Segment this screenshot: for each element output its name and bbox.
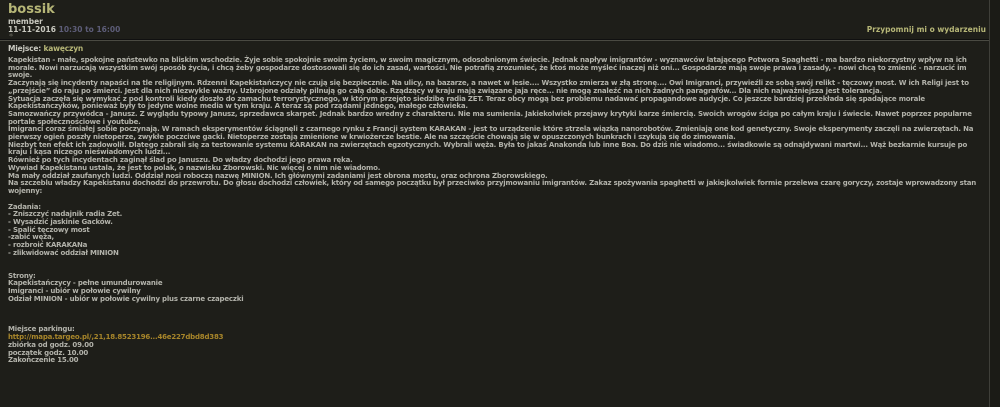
post-marker: * [9,32,14,41]
parking-section [8,326,986,365]
location-line [8,44,986,53]
story-paragraph-3: Sytuacja zaczęła się wymykać z pod kontroli kiedy doszło do zamachu terrorystycznego, w którym przejęto siedzibę radia ZET. Teraz obcy mogą bez problemu nadawać propagandowe audycje. Co jeszcze bardziej przekłada się spadające morale Kapekistańczyków, ponieważ były to jedyne wolne media w tym kraju. A teraz są pod rządami jednego, małego człowieka. [8,94,925,111]
story-paragraphs [8,57,986,196]
task-item-3: - Spalić tęczowy most [8,225,90,234]
sides-heading: Strony: [8,271,36,280]
story-paragraph-6: Niezbyt ten efekt ich zadowolił. Dlatego zabrali się za testowanie systemu KARAKAN na zwierzętach egzotycznych. Wybrali węża. Była to jakaś Anakonda lub inne Boa. Do dziś nie wiadomo... świadkowie są odnajdywani martwi... Wąż bezkarnie kursuje po kraju i kąsa niczego nieświadomych ludzi... [8,140,968,157]
task-item-5: - rozbroić KARAKANa [8,241,88,250]
story-paragraph-8: Wywiad Kapekistanu ustala, że jest to polak, o nazwisku Zborowski. Nic więcej o nim nie wiadomo. [8,163,381,172]
story-paragraph-2: Zaczynają się incydenty napaści na tle religijnym. Rdzenni Kapekistańczycy nie czują się bezpiecznie. Na ulicy, na bazarze, a nawet w lesie.... Wszystko zmierza w złą stronę.... Owi Imigranci, przywieźli ze sobą swój relikt - tęczowy most. W ich Religi jest to „przejście” do raju po śmierci. Jest dla nich niezwykle ważny. Uzbrojone odziały pilnują go całą dobę. Rządzący w kraju mają związane jaja ręce... nie mogą znaleźć na nich żadnych paragrafów... Dla nich najważniejsza jest tolerancja. [8,79,969,95]
header-divider [0,39,990,41]
schedule-end: Zakończenie 15.00 [8,356,79,365]
story-paragraph-10: Na szczeblu władzy Kapekistanu dochodzi do przewrotu. Do głosu dochodzi człowiek, który od samego początku był przeciwko przyjmowaniu imigrantów. Zakaz spożywania spaghetti w jakiejkolwiek formie przelewa czarę goryczy, zostaje wprowadzony stan wojenny: [8,179,977,195]
sides-section [8,273,986,304]
tasks-section [8,204,986,258]
task-item-4: -zabić węża, [8,233,54,242]
story-paragraph-5: Imigranci coraz śmiałej sobie poczynają. W ramach eksperymentów ściągnęli z czarnego rynku z Francji system KARAKAN - jest to urządzenie które strzela wiązką nanorobotów. Zmieniają one kod genetyczny. Swoje eksperymenty zaczęli na zwierzętach. Na pierwszy ogień poszły nietoperze, zwykłe poczciwe gacki. Nietoperze zostają zmienione w krwiożercze bestie. Ale na szczęście chowają się w opuszczonych bunkrach i szykują się do zimowania. [8,125,974,142]
location-label: Miejsce: [8,44,42,53]
schedule-gathering: zbiórka od godz. 09.00 [8,340,94,349]
tasks-heading: Zadania: [8,202,41,211]
task-item-6: - zlikwidować oddział MINION [8,248,119,257]
task-item-1: - Zniszczyć nadajnik radia Zet. [8,210,123,219]
side-item-3: Odział MINION - ubiór w połowie cywilny plus czarne czapeczki [8,294,244,303]
task-item-2: - Wysadzić jaskinie Gacków. [8,218,113,227]
story-paragraph-7: Również po tych incydentach zaginął ślad po Januszu. Do władzy dochodzi jego prawa ręka. [8,156,353,165]
side-item-2: Imigranci - ubiór w połowie cywilny [8,286,141,295]
parking-map-link[interactable]: http://mapa.targeo.pl/,21,18.8523196...46e227dbd8d383 [8,333,224,342]
parking-heading: Miejsce parkingu: [8,325,75,334]
story-paragraph-4: Samozwańczy przywódca - Janusz. Z wyglądu typowy Janusz, sprzedawca skarpet. Jednak bardzo wredny z charakteru. Nie ma sumienia. Jakiekolwiek przejawy krytyki karze śmiercią. Swoich wrogów ściga po całym kraju i świecie. Nawet poprzez popularne portale społecznościowe i youtube. [8,109,972,126]
story-paragraph-1: Kapekistan - małe, spokojne państewko na bliskim wschodzie. Żyje sobie spokojnie swoim życiem, w swoim magicznym, odosobnionym świecie. Jednak napływ imigrantów - wyznawców latającego Potwora Spaghetti - ma bardzo niekorzystny wpływ na ich morale. Nowi narzucają wszystkim swój sposób życia, i chcą żeby gospodarze dostosowali się do ich zasad, wartości. Nie potrafią zrozumieć, że ktoś może myśleć inaczej niż oni... Gospodarze mają swoje prawa i zasady, - nowi chcą to zmienić - narzucić im swoje. [8,56,967,80]
schedule-start: początek godz. 10.00 [8,348,89,357]
post-date: 11-11-2016 [8,25,56,34]
right-edge-strip [990,0,1000,407]
right-edge-border [989,0,990,407]
author-rank: member [8,17,43,26]
post-time-range: 10:30 to 16:00 [58,25,121,34]
story-paragraph-9: Ma mały oddział zaufanych ludzi. Oddział nosi roboczą nazwę MINION. Ich głównymi zadaniami jest obrona mostu, oraz ochrona Zborowskiego. [8,171,548,180]
post-header [0,0,1000,40]
post-body [8,44,986,365]
event-reminder-link[interactable]: Przypomnij mi o wydarzeniu [866,25,986,34]
location-value: kawęczyn [43,44,84,53]
author-username-link[interactable]: bossik [8,2,55,17]
side-item-1: Kapekistańczycy - pełne umundurowanie [8,279,163,288]
post-datetime [8,25,120,34]
